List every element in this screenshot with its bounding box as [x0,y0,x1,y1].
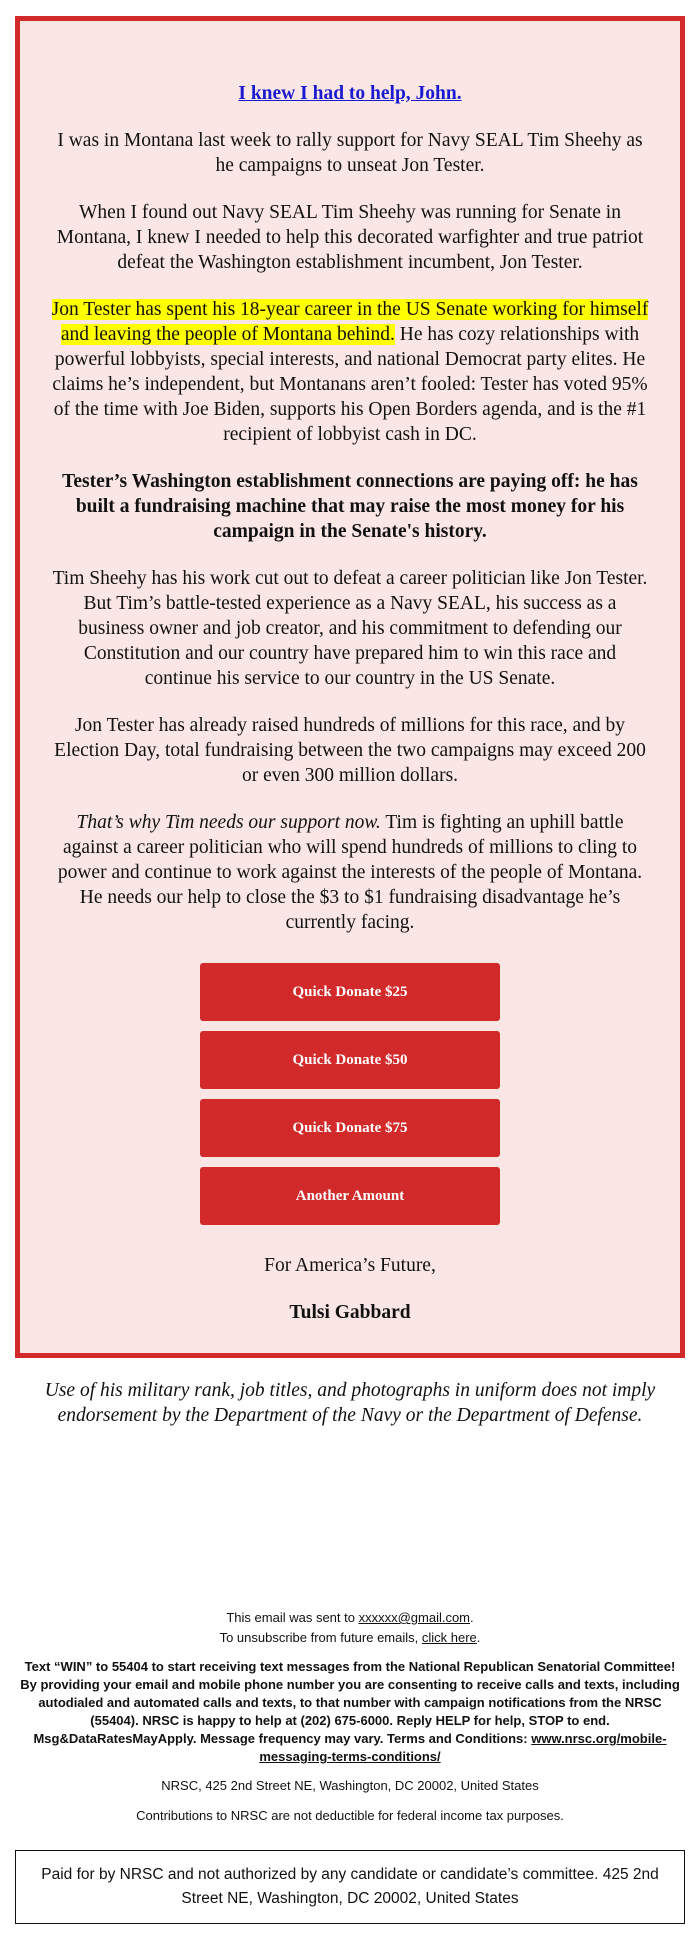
paragraph-7-italic: That’s why Tim needs our support now. [76,812,381,833]
sent-to-line: This email was sent to xxxxxx@gmail.com. [226,1610,474,1625]
headline-link[interactable]: I knew I had to help, John. [238,83,462,104]
letter-card [15,16,685,1358]
disclaimer: Use of his military rank, job titles, and photographs in uniform does not imply endorsement by the Department of the Navy or the Department of Defense. [44,1380,656,1426]
paragraph-7 [50,810,650,935]
paragraph-1: I was in Montana last week to rally support for Navy SEAL Tim Sheehy as he campaigns to unseat Jon Tester. [57,130,643,176]
terms-link[interactable]: www.nrsc.org/mobile-messaging-terms-conditions/ [259,1731,667,1764]
paragraph-4-bold: Tester’s Washington establishment connections are paying off: he has built a fundraising machine that may raise the most money for his campaign in the Senate's history. [62,471,638,542]
paragraph-2: When I found out Navy SEAL Tim Sheehy was running for Senate in Montana, I knew I needed to help this decorated warfighter and true patriot defeat the Washington establishment incumbent, Jon Tester. [56,202,644,273]
email-link[interactable]: xxxxxx@gmail.com [358,1610,471,1625]
paragraph-3-rest: He has cozy relationships with powerful lobbyists, special interests, and national Democrat party elites. He claims he’s independent, but Montanans aren’t fooled: Tester has voted 95% of the time with Joe Biden, supports his Open Borders agenda, and is the #1 recipient of lobbyist cash in DC. [52,324,648,445]
donate-buttons [50,963,650,1225]
paid-for-box: Paid for by NRSC and not authorized by any candidate or candidate’s committee. 425 2nd Street NE, Washington, DC 20002, United States [15,1850,685,1924]
another-amount-button[interactable]: Another Amount [200,1167,500,1225]
paragraph-5: Tim Sheehy has his work cut out to defeat a career politician like Jon Tester. But Tim’s battle-tested experience as a Navy SEAL, his success as a business owner and job creator, and his commitment to defending our Constitution and our country have prepared him to win this race and continue his service to our country in the US Senate. [52,568,648,689]
unsubscribe-link[interactable]: click here [421,1630,477,1645]
unsubscribe-prefix: To unsubscribe from future emails, [219,1630,422,1645]
unsubscribe-line: To unsubscribe from future emails, click here. [219,1630,481,1645]
address: NRSC, 425 2nd Street NE, Washington, DC 20002, United States [161,1778,539,1793]
sent-prefix: This email was sent to [226,1610,359,1625]
donate-50-button[interactable]: Quick Donate $50 [200,1031,500,1089]
paragraph-7-rest: Tim is fighting an uphill battle against a career politician who will spend hundreds of millions to cling to power and continue to work against the interests of the people of Montana. He needs our help to close the $3 to $1 fundraising disadvantage he’s currently facing. [57,812,643,933]
sms-text: Text “WIN” to 55404 to start receiving text messages from the National Republican Senatorial Committee! By providing your email and mobile phone number you are consenting to receive calls and texts, including autodialed and automated calls and texts, to that number with campaign notifications from the NRSC (55404). NRSC is happy to help at (202) 675-6000. Reply HELP for help, STOP to end. Msg&DataRatesMayApply. Message frequency may vary. Terms and Conditions: [20,1659,680,1746]
paragraph-6: Jon Tester has already raised hundreds of millions for this race, and by Election Day, total fundraising between the two campaigns may exceed 200 or even 300 million dollars. [54,715,646,786]
sms-terms [20,1658,680,1766]
closing: For America’s Future, [264,1255,436,1276]
footer [0,1608,700,1924]
donate-75-button[interactable]: Quick Donate $75 [200,1099,500,1157]
paragraph-3 [50,297,650,447]
tax-notice: Contributions to NRSC are not deductible for federal income tax purposes. [136,1808,564,1823]
email-body [0,16,700,1924]
signature: Tulsi Gabbard [289,1302,411,1323]
highlighted-text: Jon Tester has spent his 18-year career in the US Senate working for himself and leaving the people of Montana behind. [51,299,649,345]
donate-25-button[interactable]: Quick Donate $25 [200,963,500,1021]
